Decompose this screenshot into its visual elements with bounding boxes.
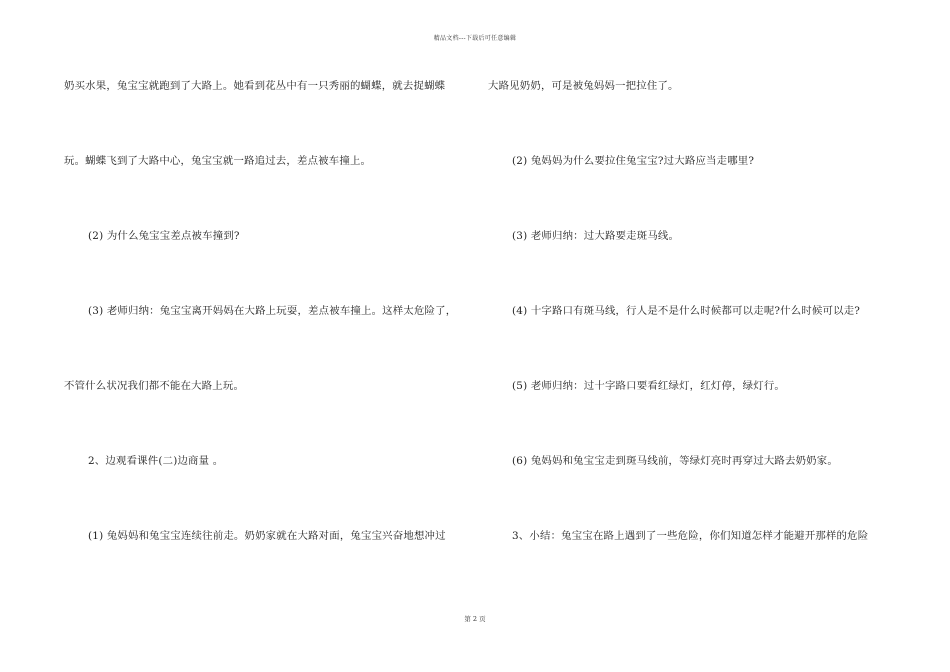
right-line-3: (3) 老师归纳：过大路要走斑马线。: [512, 230, 680, 242]
right-line-4: (4) 十字路口有斑马线，行人是不是什么时候都可以走呢?什么时候可以走?: [512, 305, 861, 317]
page-header: 精品文档---下载后可任意编辑: [433, 35, 517, 42]
right-line-2: (2) 兔妈妈为什么要拉住兔宝宝?过大路应当走哪里?: [512, 155, 755, 167]
right-line-1: 大路见奶奶，可是被兔妈妈一把拉住了。: [488, 80, 679, 92]
right-line-6: (6) 兔妈妈和兔宝宝走到斑马线前，等绿灯亮时再穿过大路去奶奶家。: [512, 455, 838, 467]
left-line-4: (3) 老师归纳：兔宝宝离开妈妈在大路上玩耍，差点被车撞上。这样太危险了，: [88, 305, 457, 317]
left-line-7: (1) 兔妈妈和兔宝宝连续往前走。奶奶家就在大路对面，兔宝宝兴奋地想冲过: [88, 530, 446, 542]
page-number: 第 2 页: [464, 615, 486, 623]
left-line-1: 奶买水果，兔宝宝就跑到了大路上。她看到花丛中有一只秀丽的蝴蝶，就去捉蝴蝶: [64, 80, 446, 92]
left-line-3: (2) 为什么兔宝宝差点被车撞到?: [88, 230, 240, 242]
right-line-7: 3、小结：兔宝宝在路上遇到了一些危险，你们知道怎样才能避开那样的危险: [512, 530, 869, 542]
left-line-2: 玩。蝴蝶飞到了大路中心，兔宝宝就一路追过去，差点被车撞上。: [64, 155, 372, 167]
left-line-5: 不管什么状况我们都不能在大路上玩。: [64, 380, 245, 392]
left-line-6: 2、边观看课件(二)边商量 。: [88, 455, 224, 467]
right-line-5: (5) 老师归纳：过十字路口要看红绿灯，红灯停，绿灯行。: [512, 380, 785, 392]
